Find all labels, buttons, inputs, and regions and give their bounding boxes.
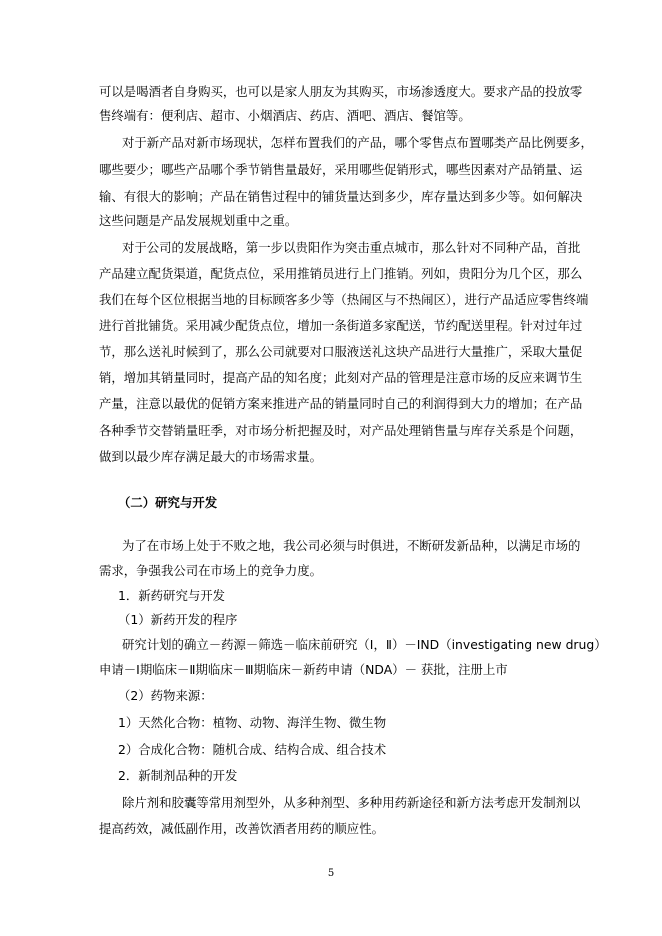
paragraph-3-line-1: 对于公司的发展战略，第一步以贵阳作为突击重点城市，那么针对不同种产品，首批 (122, 240, 581, 255)
paragraph-3-line-5: 节，那么送礼时候到了，那么公司就要对口服液送礼这块产品进行大量推广，采取大量促 (99, 344, 583, 359)
procedure-line-2: 申请－Ⅰ期临床－Ⅱ期临床－Ⅲ期临床－新药申请（NDA）－ 获批，注册上市 (99, 662, 508, 677)
paragraph-1-line-1: 可以是喝酒者自身购买，也可以是家人朋友为其购买，市场渗透度大。要求产品的投放零 (99, 84, 583, 99)
paragraph-3-line-6: 销，增加其销量同时，提高产品的知名度；此刻对产品的管理是注意市场的反应来调节生 (99, 370, 583, 385)
item-1-1-heading: （1）新药开发的程序 (118, 612, 238, 627)
paragraph-2-line-4: 这些问题是产品发展规划重中之重。 (99, 213, 298, 228)
paragraph-1-line-2: 售终端有：便利店、超市、小烟酒店、药店、酒吧、酒店、餐馆等。 (99, 108, 471, 123)
paragraph-3-line-4: 进行首批铺货。采用减少配货点位，增加一条街道多家配送，节约配送里程。针对过年过 (99, 318, 583, 333)
paragraph-3-line-8: 各种季节交替销量旺季，对市场分析把握及时，对产品处理销售量与库存关系是个问题， (99, 423, 583, 438)
source-2: 2）合成化合物：随机合成、结构合成、组合技术 (118, 742, 387, 757)
paragraph-4-line-2: 需求，争强我公司在市场上的竞争力度。 (99, 563, 323, 578)
source-1: 1）天然化合物：植物、动物、海洋生物、微生物 (118, 715, 387, 730)
page-number: 5 (327, 868, 335, 879)
paragraph-3-line-7: 产量，注意以最优的促销方案来推进产品的销量同时自己的利润得到大力的增加；在产品 (99, 396, 583, 411)
procedure-line-1: 研究计划的确立－药源－筛选－临床前研究（Ⅰ，Ⅱ）－IND（investigating new drug） (122, 637, 607, 652)
item-2-heading: 2．新制剂品种的开发 (118, 768, 238, 783)
paragraph-5-line-1: 除片剂和胶囊等常用剂型外，从多种剂型、多种用药新途径和新方法考虑开发制剂以 (122, 795, 581, 810)
paragraph-3-line-2: 产品建立配货渠道，配货点位，采用推销员进行上门推销。列如，贵阳分为几个区，那么 (99, 266, 583, 281)
paragraph-3-line-9: 做到以最少库存满足最大的市场需求量。 (99, 449, 323, 464)
paragraph-4-line-1: 为了在市场上处于不败之地，我公司必须与时俱进，不断研发新品种，以满足市场的 (122, 538, 581, 553)
paragraph-3-line-3: 我们在每个区位根据当地的目标顾客多少等（热闹区与不热闹区），进行产品适应零售终端 (99, 292, 589, 307)
paragraph-2-line-1: 对于新产品对新市场现状，怎样布置我们的产品，哪个零售点布置哪类产品比例要多， (122, 135, 593, 150)
paragraph-2-line-3: 输、有很大的影响；产品在销售过程中的铺货量达到多少，库存量达到多少等。如何解决 (99, 189, 583, 204)
paragraph-5-line-2: 提高药效，减低副作用，改善饮酒者用药的顺应性。 (99, 821, 384, 836)
section-heading: （二）研究与开发 (118, 495, 218, 510)
paragraph-2-line-2: 哪些要少；哪些产品哪个季节销售量最好，采用哪些促销形式，哪些因素对产品销量、运 (99, 162, 583, 177)
item-1-heading: 1．新药研究与开发 (118, 588, 226, 603)
item-1-2-heading: （2）药物来源： (118, 688, 213, 703)
